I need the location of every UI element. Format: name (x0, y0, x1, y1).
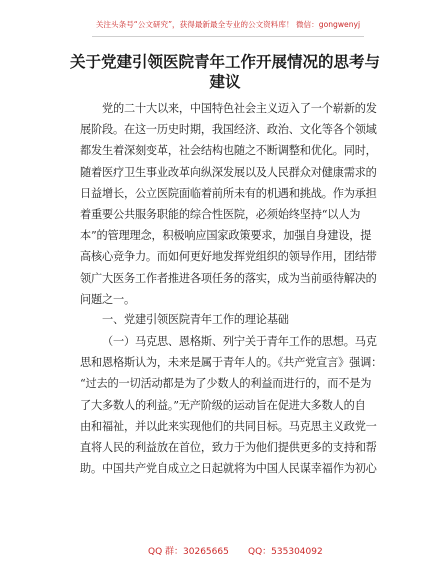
paragraph-line: 随着医疗卫生事业改革向纵深发展以及人民群众对健康需求的 (80, 165, 377, 179)
paragraph-line: “过去的一切活动都是为了少数人的利益而进行的，而不是为 (80, 377, 372, 391)
header-promo-note: 关注头条号“公文研究”，获得最新最全专业的公文资料库！ 微信：gongwenyj (92, 14, 364, 37)
paragraph-line: 思和恩格斯认为，未来是属于青年人的。《共产党宣言》强调： (80, 356, 383, 370)
paragraph-line: 问题之一。 (80, 292, 135, 306)
page-footer (0, 544, 448, 558)
section-heading (80, 309, 380, 330)
paragraph-line: 党的二十大以来，中国特色社会主义迈入了一个崭新的发 (102, 102, 377, 115)
title-line-2: 建议 (209, 73, 241, 91)
paragraph-line: 直将人民的利益放在首位，致力于为他们提供更多的支持和帮 (80, 440, 377, 454)
section-heading-text: 一、党建引领医院青年工作的理论基础 (102, 313, 289, 326)
footer-qq-group: QQ 群：30265665 (148, 547, 229, 557)
paragraph-line: 本”的管理理念，积极响应国家政策要求，加强自身建设，提 (80, 229, 372, 243)
paragraph-line: 都发生着深刻变革，社会结构也随之不断调整和优化。同时， (80, 144, 377, 158)
paragraph-line: 领广大医务工作者推进各项任务的落实，成为当前亟待解决的 (80, 271, 377, 285)
document-title (44, 52, 406, 92)
paragraph-intro (80, 98, 380, 310)
paragraph-theory (80, 331, 383, 479)
footer-qq: QQ：535304092 (248, 547, 323, 557)
paragraph-line: 展阶段。在这一历史时期，我国经济、政治、文化等各个领域 (80, 123, 377, 137)
paragraph-line: 了大多数人的利益。”无产阶级的运动旨在促进大多数人的自 (80, 398, 366, 412)
paragraph-line: 高核心竞争力。而如何更好地发挥党组织的领导作用，团结带 (80, 250, 377, 264)
paragraph-line: （一）马克思、恩格斯、列宁关于青年工作的思想。马克 (102, 335, 377, 348)
paragraph-line: 助。中国共产党自成立之日起就将为中国人民谋幸福作为初心 (80, 462, 377, 476)
title-line-1: 关于党建引领医院青年工作开展情况的思考与 (69, 53, 380, 71)
paragraph-line: 由和福祉，并以此来实现他们的共同目标。马克思主义政党一 (80, 419, 377, 433)
paragraph-line: 着重要公共服务职能的综合性医院，必须始终坚持“以人为 (80, 207, 361, 221)
paragraph-line: 日益增长，公立医院面临着前所未有的机遇和挑战。作为承担 (80, 186, 377, 200)
